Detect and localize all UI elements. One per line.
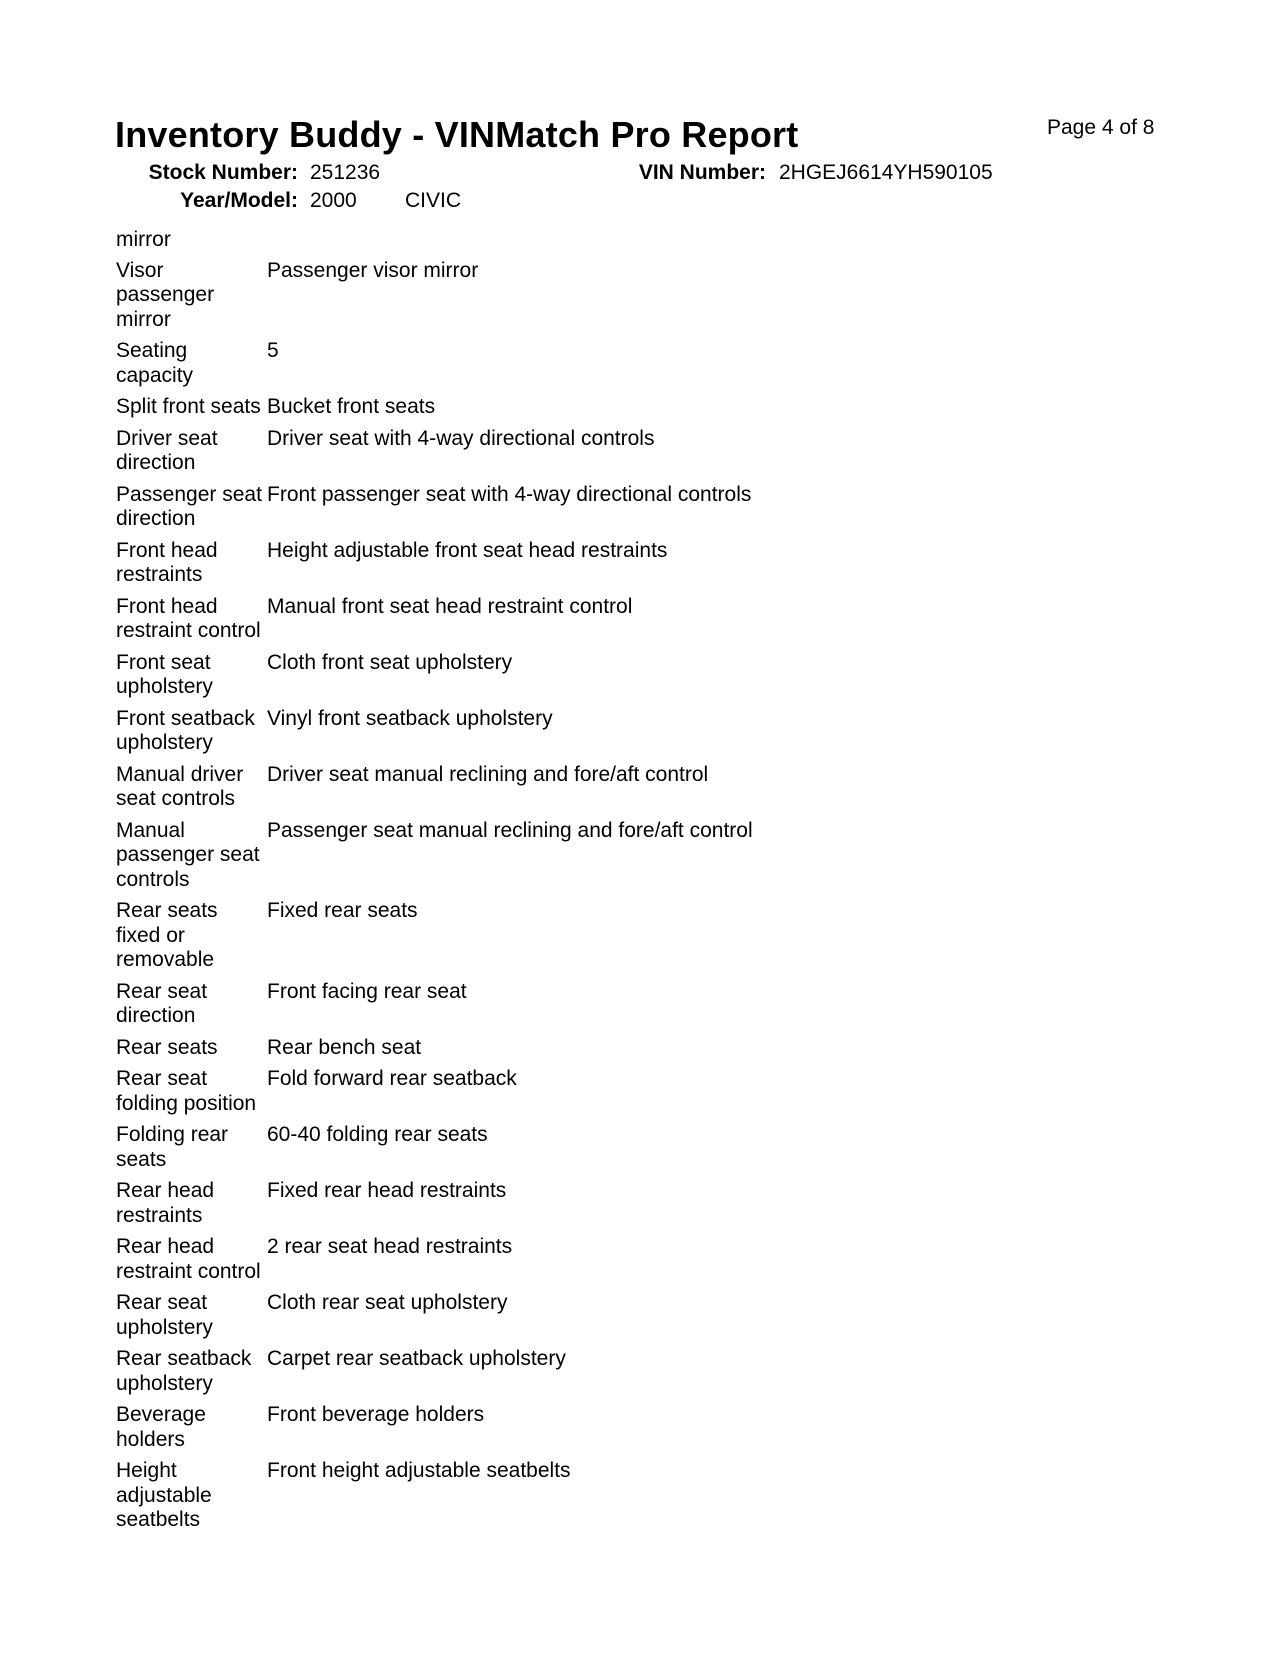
spec-label: Front seatback upholstery	[116, 706, 255, 754]
spec-label: Front head restraint control	[116, 594, 261, 642]
spec-row	[116, 595, 916, 644]
spec-label: Rear head restraints	[116, 1179, 215, 1227]
spec-value: Cloth front seat upholstery	[267, 650, 513, 674]
spec-value: Fixed rear seats	[267, 899, 418, 922]
spec-value: 5	[267, 339, 279, 362]
spec-row	[116, 1036, 916, 1061]
spec-label: Seating capacity	[116, 339, 194, 387]
spec-value: Passenger visor mirror	[267, 258, 479, 282]
spec-label: Rear seat upholstery	[116, 1291, 213, 1339]
spec-value: Vinyl front seatback upholstery	[267, 706, 553, 730]
spec-row	[116, 339, 916, 388]
spec-label: Visor passenger mirror	[116, 258, 215, 331]
spec-row	[116, 1291, 916, 1340]
spec-row	[116, 1179, 916, 1228]
spec-label: Manual passenger seat controls	[116, 818, 260, 891]
spec-label: Rear seat folding position	[116, 1067, 257, 1115]
stock-number-label: Stock Number:	[148, 161, 298, 184]
spec-label: Split front seats	[116, 395, 261, 418]
spec-value: Fixed rear head restraints	[267, 1179, 507, 1202]
spec-label: Front seat upholstery	[116, 650, 213, 698]
spec-list	[116, 228, 916, 1540]
spec-row	[116, 1067, 916, 1116]
spec-label: Height adjustable seatbelts	[116, 1459, 212, 1531]
spec-value: 2 rear seat head restraints	[267, 1235, 513, 1258]
spec-row	[116, 259, 916, 333]
report-title: Inventory Buddy - VINMatch Pro Report	[115, 114, 799, 155]
spec-row	[116, 1459, 916, 1533]
spec-row	[116, 1123, 916, 1172]
spec-row	[116, 539, 916, 588]
spec-row	[116, 1403, 916, 1452]
stock-number-value: 251236	[310, 161, 381, 184]
spec-rows	[116, 259, 916, 1533]
spec-row	[116, 763, 916, 812]
spec-row	[116, 819, 916, 893]
spec-label: mirror	[116, 228, 171, 251]
spec-row	[116, 707, 916, 756]
spec-label: Rear seat direction	[116, 979, 208, 1027]
vin-number-value: 2HGEJ6614YH590105	[779, 161, 993, 184]
spec-label: Rear seatback upholstery	[116, 1347, 252, 1395]
spec-value: Front height adjustable seatbelts	[267, 1459, 571, 1482]
spec-label: Rear head restraint control	[116, 1235, 261, 1283]
spec-label: Passenger seat direction	[116, 482, 262, 530]
spec-value: Manual front seat head restraint control	[267, 594, 633, 618]
spec-value: Front facing rear seat	[267, 979, 467, 1003]
spec-label: Driver seat direction	[116, 426, 218, 474]
spec-value	[267, 228, 916, 253]
spec-value: Rear bench seat	[267, 1035, 422, 1059]
spec-value: Front passenger seat with 4-way directional controls	[267, 482, 752, 506]
spec-value: Carpet rear seatback upholstery	[267, 1347, 566, 1370]
spec-value: Driver seat with 4-way directional controls	[267, 426, 655, 450]
spec-value: Passenger seat manual reclining and fore/aft control	[267, 818, 753, 842]
model-value: CIVIC	[405, 189, 462, 212]
stock-number-line	[0, 160, 1280, 186]
spec-value: Height adjustable front seat head restraints	[267, 538, 668, 562]
spec-value: Front beverage holders	[267, 1403, 485, 1426]
spec-row	[116, 1235, 916, 1284]
vin-number-label: VIN Number:	[638, 161, 766, 184]
spec-value: Driver seat manual reclining and fore/aft control	[267, 762, 709, 786]
spec-row	[116, 651, 916, 700]
spec-row	[116, 427, 916, 476]
spec-row	[116, 483, 916, 532]
spec-label: Rear seats fixed or removable	[116, 899, 218, 971]
year-model-line	[0, 188, 1280, 214]
spec-value: Fold forward rear seatback	[267, 1067, 517, 1090]
page-number: Page 4 of 8	[1047, 116, 1155, 139]
spec-value: Bucket front seats	[267, 395, 436, 418]
spec-row-continued	[116, 228, 916, 253]
spec-label: Rear seats	[116, 1035, 218, 1059]
spec-row	[116, 1347, 916, 1396]
spec-row	[116, 395, 916, 420]
spec-label: Beverage holders	[116, 1403, 206, 1451]
year-model-label: Year/Model:	[180, 189, 298, 212]
spec-row	[116, 980, 916, 1029]
spec-label: Folding rear seats	[116, 1123, 229, 1171]
spec-label: Manual driver seat controls	[116, 762, 244, 810]
year-value: 2000	[310, 189, 357, 212]
spec-label: Front head restraints	[116, 538, 218, 586]
spec-value: Cloth rear seat upholstery	[267, 1291, 508, 1314]
spec-value: 60-40 folding rear seats	[267, 1123, 488, 1146]
spec-row	[116, 899, 916, 973]
